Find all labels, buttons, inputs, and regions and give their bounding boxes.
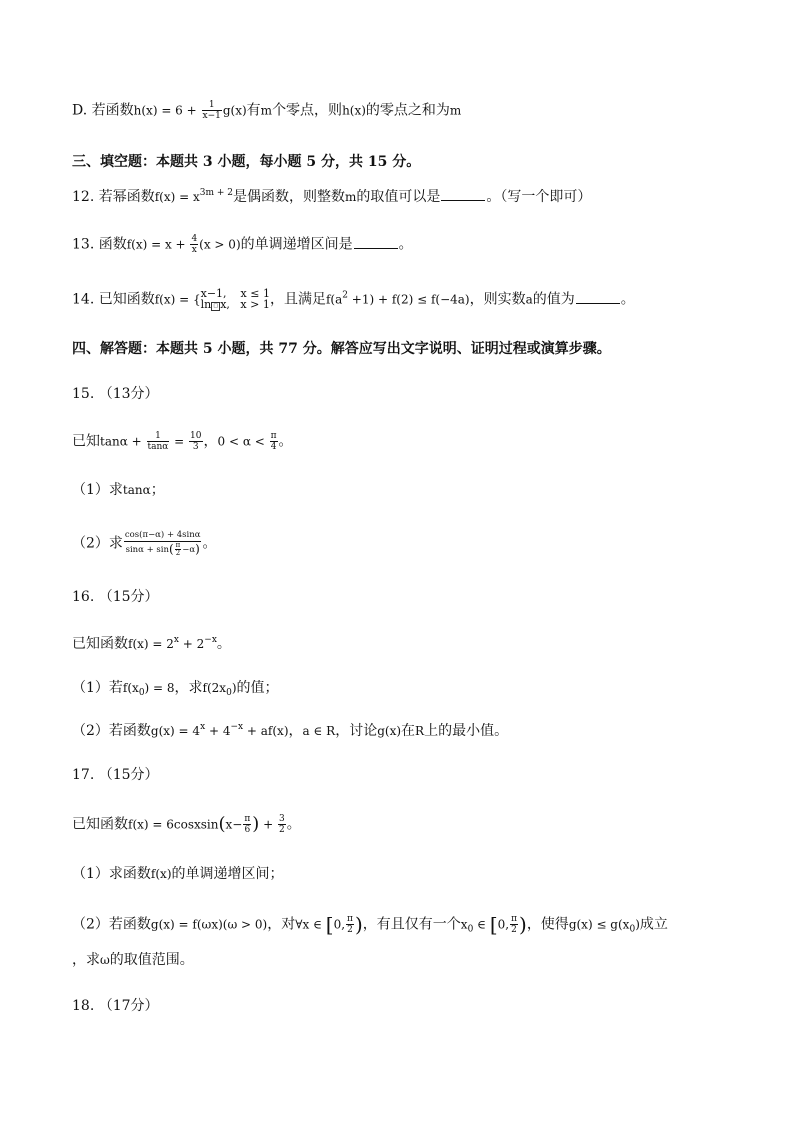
question-15-header: 15. （13分）	[72, 386, 159, 402]
math-expr: f(x)	[150, 867, 172, 881]
text: 个零点，则	[272, 102, 343, 119]
missing-glyph-icon: □	[211, 302, 220, 311]
denominator: x−1	[202, 111, 221, 121]
answer-blank[interactable]	[576, 291, 620, 304]
fraction	[510, 914, 518, 935]
math-var: a	[525, 292, 533, 307]
math-expr: x−	[225, 817, 243, 832]
denominator: 2	[279, 825, 285, 835]
denominator: 4	[270, 442, 277, 452]
question-16-part-2	[72, 721, 508, 741]
math-expr: a ∈ R	[302, 724, 336, 738]
denominator-part: sinα + sin	[125, 545, 169, 555]
text: （1）求函数	[72, 866, 151, 882]
math-expr: f(x	[122, 681, 139, 695]
math-expr: =	[170, 434, 189, 449]
denominator: sinα + sin( $\frac{\pi}{2}$ −α)	[125, 541, 200, 557]
fraction	[147, 431, 170, 452]
math-expr: h(x) = 6 +	[133, 103, 201, 118]
text: ，使得	[526, 916, 569, 933]
question-17-part-2-cont	[72, 950, 194, 970]
math-expr: ) = 8	[144, 681, 175, 695]
text: ，则实数	[469, 291, 526, 308]
piece-expr: x,	[220, 298, 230, 311]
numerator: π	[244, 814, 251, 824]
fraction	[270, 431, 278, 452]
math-expr: f(x) = {	[154, 292, 201, 307]
text: 。	[202, 535, 217, 552]
text: 13. 函数	[72, 236, 127, 253]
question-15-given	[72, 431, 293, 452]
numerator: 3	[279, 814, 285, 824]
exponent: 2	[342, 290, 348, 301]
numerator: π	[175, 541, 181, 549]
exponent: x	[200, 722, 206, 732]
text: 。	[620, 291, 635, 308]
math-expr: +	[259, 817, 277, 832]
text: 的值；	[236, 680, 279, 696]
piecewise-definition	[201, 288, 270, 311]
math-var: x	[460, 917, 468, 932]
numerator: π	[347, 914, 353, 924]
text: ，讨论	[335, 723, 378, 739]
fraction	[175, 542, 182, 557]
math-var: ω	[100, 953, 110, 967]
math-expr: + 2	[178, 637, 205, 651]
text: ，求	[72, 952, 100, 968]
math-expr: (x > 0)	[199, 237, 241, 252]
text: ，对	[267, 916, 296, 933]
numerator: 1	[147, 431, 170, 442]
option-d	[72, 100, 461, 121]
text: ；	[150, 482, 165, 498]
question-14	[72, 288, 635, 311]
text: 的零点之和为	[365, 102, 450, 119]
text: （1）求	[72, 482, 123, 498]
text: 有	[246, 102, 261, 119]
question-16-header: 16. （15分）	[72, 589, 159, 605]
text: （2）若函数	[72, 723, 151, 739]
math-expr: 0,	[497, 917, 510, 932]
text: ，	[203, 433, 218, 450]
math-var: m	[345, 190, 357, 204]
denominator: x	[191, 245, 197, 255]
denominator: 3	[192, 442, 199, 452]
denominator: 2	[511, 925, 517, 935]
text: ，且满足	[269, 291, 326, 308]
text: 已知函数	[72, 816, 128, 833]
text: 的取值可以是	[356, 189, 441, 205]
subscript: 0	[138, 688, 145, 698]
fraction	[278, 814, 286, 835]
text: ，有且仅有一个	[362, 916, 461, 933]
text: 的单调递增区间是	[240, 236, 353, 253]
subscript: 0	[226, 688, 232, 698]
text: 是偶函数，则整数	[233, 189, 345, 205]
piece-row-2	[201, 299, 270, 311]
subscript: 0	[629, 924, 636, 935]
text: 14. 已知函数	[72, 291, 155, 308]
fraction	[202, 100, 222, 121]
math-expr: + af(x)	[243, 724, 289, 738]
text: （1）若	[72, 680, 123, 696]
denominator: 2	[175, 549, 181, 557]
exponent: x	[173, 635, 179, 645]
text: 在	[401, 723, 416, 739]
denominator: 6	[244, 825, 251, 835]
numerator: 4	[191, 234, 198, 244]
section-heading-solutions: 四、解答题：本题共 5 小题，共 77 分。解答应写出文字说明、证明过程或演算步骤。	[72, 341, 611, 357]
math-expr: )	[231, 681, 237, 695]
fraction	[189, 431, 202, 452]
math-expr: g(x)	[222, 103, 247, 118]
numerator: 1	[202, 100, 222, 111]
math-expr: g(x) = 4	[150, 724, 201, 738]
question-12	[72, 187, 591, 207]
math-expr: )	[635, 917, 640, 932]
exponent: −x	[230, 722, 244, 732]
math-expr: f(x) = x	[154, 190, 200, 204]
math-expr: tanα +	[100, 434, 146, 449]
text: ，求	[174, 680, 203, 696]
math-expr: g(x) = f(ωx)(ω > 0)	[150, 917, 268, 932]
numerator: cos(π−α) + 4sinα	[124, 530, 201, 540]
subscript: 0	[467, 924, 474, 935]
text: 的取值范围。	[109, 952, 194, 968]
math-expr: ∈	[473, 917, 490, 932]
question-17-part-1	[72, 864, 284, 884]
exponent: 3m + 2	[199, 188, 233, 198]
text: 。	[398, 236, 413, 253]
answer-blank[interactable]	[354, 236, 398, 249]
text: 的值为	[532, 291, 575, 308]
text: 。	[278, 433, 293, 450]
text: 。	[216, 636, 231, 652]
math-expr: f(x) = 6cosxsin	[128, 817, 219, 832]
math-expr: 0 < α <	[217, 434, 269, 449]
fraction	[243, 814, 251, 835]
math-expr: g(x)	[377, 724, 402, 738]
denominator: 2	[347, 925, 353, 935]
text: 已知函数	[72, 636, 128, 652]
text: 已知	[72, 433, 100, 450]
question-15-part-2	[72, 530, 216, 557]
text: 12. 若幂函数	[72, 189, 155, 205]
text: D. 若函数	[72, 102, 134, 119]
question-17-given: 已知函数f(x) = 6cosxsin(x− $\frac{\pi}{6}$ ) + $\frac{3}{2}$ 。	[72, 813, 301, 835]
piece-cond: x > 1	[240, 298, 270, 311]
text: 。（写一个即可）	[486, 189, 592, 205]
answer-blank[interactable]	[441, 188, 485, 201]
question-17-part-2: （2）若函数g(x) = f(ωx)(ω > 0)，对∀x ∈ [0, $\frac{\pi}{2}$ )，有且仅有一个$x_0$ ∈ [0, $\frac{\pi}{2}$ )，使得$g(x) \le g(x_0)$成立	[72, 912, 668, 937]
numerator: π	[270, 431, 277, 441]
question-13	[72, 234, 413, 255]
section-heading-fill-in: 三、填空题：本题共 3 小题，每小题 5 分，共 15 分。	[72, 154, 421, 170]
text: （2）若函数	[72, 916, 151, 933]
math-expr: tanα	[122, 483, 151, 497]
math-expr: f(a	[325, 292, 343, 307]
question-16-given	[72, 634, 231, 654]
math-expr: h(x)	[342, 103, 366, 118]
exponent: −x	[204, 635, 217, 645]
text: 的单调递增区间；	[171, 866, 284, 882]
text: 上的最小值。	[424, 723, 509, 739]
text: 。	[286, 816, 301, 833]
math-expr: ∀x ∈	[295, 917, 326, 932]
math-expr: g(x) ≤ g(x	[568, 917, 630, 932]
piece-expr: ln	[200, 298, 212, 311]
math-expr: 0,	[333, 917, 346, 932]
text: 成立	[639, 916, 668, 933]
fraction	[346, 914, 354, 935]
math-expr: +1) + f(2) ≤ f(−4a)	[347, 292, 470, 307]
math-expr: + 4	[205, 724, 231, 738]
math-expr: f(x) = 2	[128, 637, 174, 651]
piece-cond: x ≤ 1	[240, 287, 270, 300]
math-var: m	[260, 103, 273, 118]
math-var: m	[449, 103, 462, 118]
question-15-part-1	[72, 480, 165, 500]
fraction	[124, 530, 202, 557]
question-18-header: 18. （17分）	[72, 998, 159, 1014]
denominator: tanα	[147, 442, 169, 452]
math-expr: f(2x	[202, 681, 227, 695]
fraction	[190, 234, 198, 255]
math-var: R	[415, 724, 425, 738]
text: ，	[288, 723, 303, 739]
numerator: 10	[190, 431, 202, 441]
text: （2）求	[72, 535, 123, 552]
math-expr: f(x) = x +	[126, 237, 190, 252]
numerator: π	[511, 914, 517, 924]
question-17-header: 17. （15分）	[72, 767, 159, 783]
question-16-part-1	[72, 678, 279, 698]
piece-expr: x−1,	[200, 287, 227, 300]
denominator-part: −α	[182, 545, 196, 555]
